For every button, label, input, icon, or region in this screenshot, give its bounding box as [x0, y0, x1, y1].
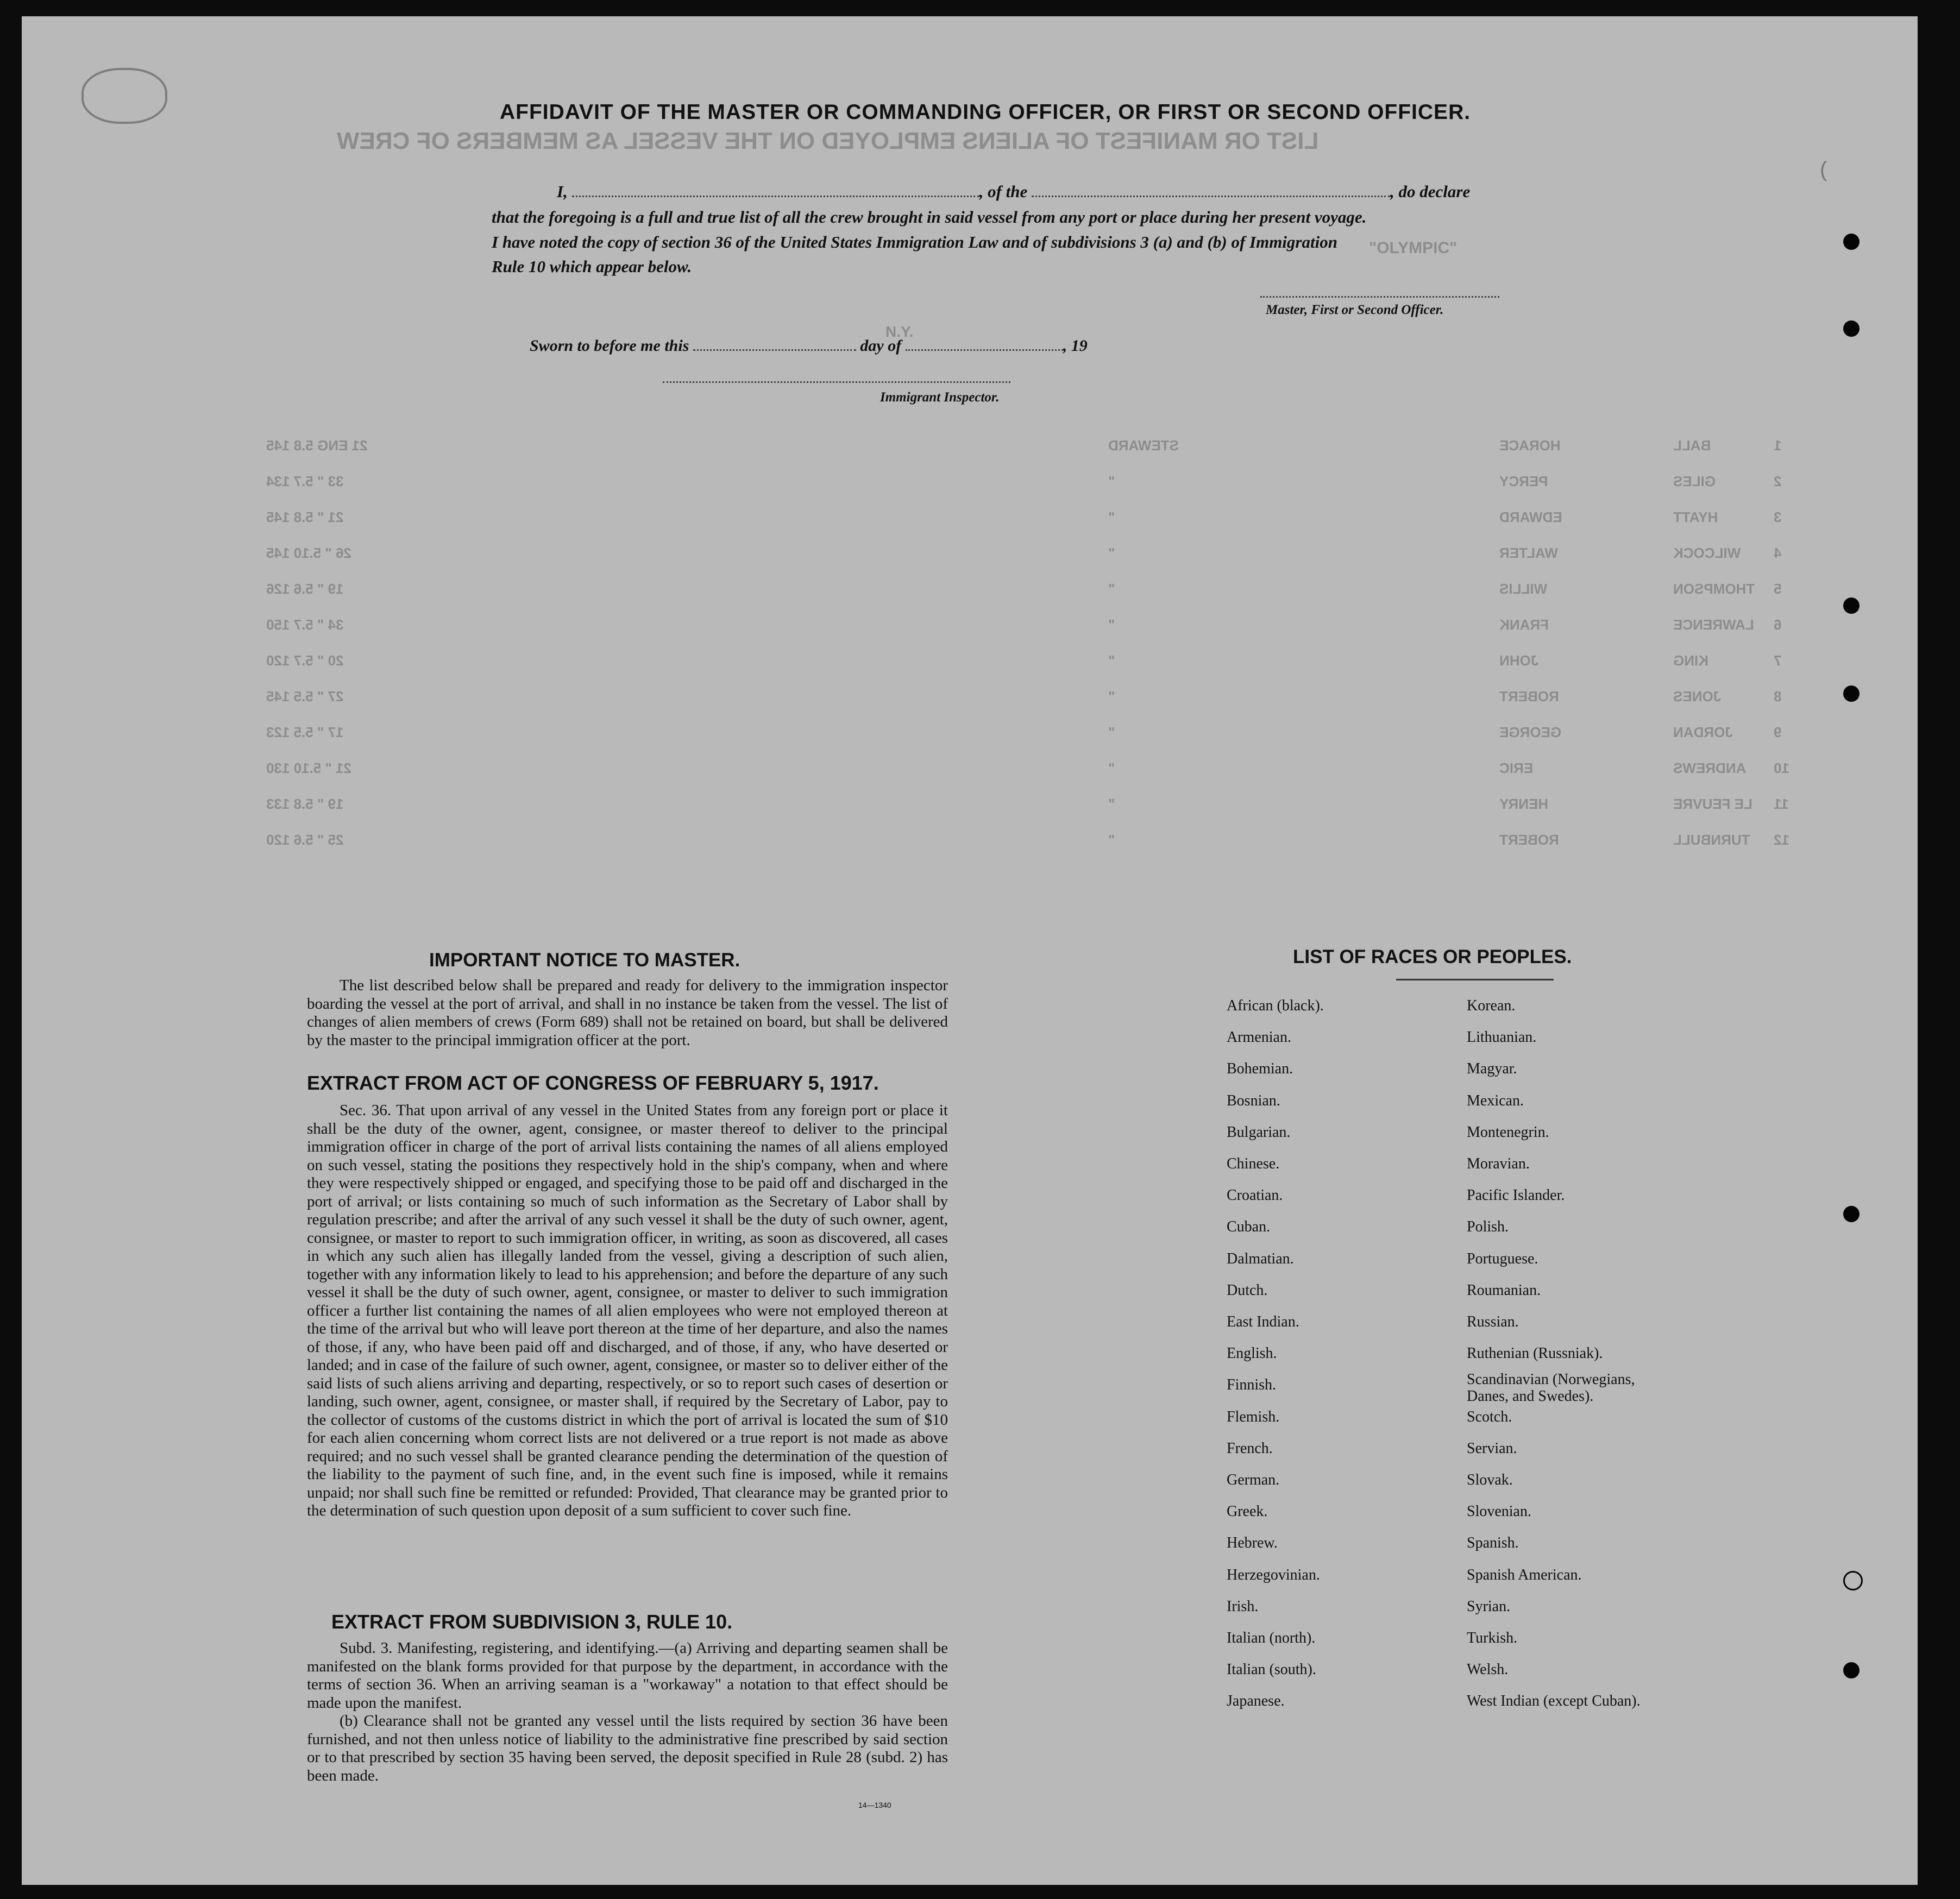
race-item: Spanish.: [1467, 1535, 1519, 1552]
ghost-row-position: ": [1108, 760, 1115, 776]
manifest-page: [22, 16, 1918, 1885]
affidavit-line-3: I have noted the copy of section 36 of the United States Immigration Law and of subdivisions 3 (a) and (b) of Immigration: [492, 232, 1337, 251]
race-item: Finnish.: [1227, 1376, 1277, 1394]
notice-title: IMPORTANT NOTICE TO MASTER.: [429, 949, 740, 971]
race-item: Cuban.: [1227, 1218, 1271, 1236]
rule-title: EXTRACT FROM SUBDIVISION 3, RULE 10.: [331, 1611, 733, 1633]
form-number: 14—1340: [858, 1801, 891, 1809]
race-item: Japanese.: [1227, 1693, 1285, 1710]
name-blank: [572, 196, 979, 197]
race-item: Welsh.: [1467, 1661, 1509, 1678]
ghost-row-data: 34 " 5.7 150: [266, 617, 344, 633]
ghost-row-given: GEORGE: [1499, 724, 1562, 740]
race-item: Hebrew.: [1227, 1535, 1278, 1552]
act-title: EXTRACT FROM ACT OF CONGRESS OF FEBRUARY 5, 1917.: [307, 1072, 879, 1094]
ghost-row-given: HENRY: [1499, 796, 1549, 812]
ghost-manifest-header: LIST OR MANIFEST OF ALIENS EMPLOYED ON THE VESSEL AS MEMBERS OF CREW: [337, 128, 1319, 154]
race-item: West Indian (except Cuban).: [1467, 1693, 1641, 1710]
race-item: Armenian.: [1227, 1029, 1291, 1046]
race-item: Ruthenian (Russniak).: [1467, 1345, 1603, 1362]
affidavit-line-1: [557, 182, 1470, 202]
act-paragraph: Sec. 36. That upon arrival of any vessel in the United States from any foreign port or place it shall be the duty of the owner, agent, consignee, or master thereof to deliver to the principal immigration officer in charge of the port of arrival lists containing the names of all aliens employed on such vessel, stating the positions they respectively hold in the ship's company, when and where they were respectively shipped or engaged, and specifying those to be paid off and discharged in the port of arrival; or lists containing so much of such information as the Secretary of Labor shall by regulation prescribe; and after the arrival of any such vessel it shall be the duty of such owner, agent, consignee, or master to report to such immigration officer, in writing, as soon as discovered, all cases in which any such alien has illegally landed from the vessel, giving a description of such alien, together with any information likely to lead to his apprehension; and before the departure of any such vessel it shall be the duty of such owner, agent, consignee, or master to deliver to such immigration officer a further list containing the names of all alien employees who were not employed thereon at the time of the arrival but who will leave port thereon at the time of her departure, and also the names of those, if any, who have been paid off and discharged, and of those, if any, who have deserted or landed; and in case of the failure of such owner, agent, consignee, or master so to deliver either of the said lists of such aliens arriving and departing, respectively, or so to report such cases of desertion or landing, such owner, agent, consignee, or master shall, if required by the Secretary of Labor, pay to the collector of customs of the customs district in which the port of arrival is located the sum of $10 for each alien concerning whom correct lists are not delivered or a true report is not made as above required; and no such vessel shall be granted clearance pending the determination of the question of the liability to the payment of such fine, and, in the event such fine is imposed, while it remains unpaid; nor shall such fine be remitted or refunded: Provided, That clearance may be granted prior to the determination of such question upon deposit of a sum sufficient to cover such fine.: [307, 1102, 948, 1519]
ghost-row-given: JOHN: [1499, 652, 1539, 669]
race-item: Croatian.: [1227, 1187, 1283, 1204]
race-item: Moravian.: [1467, 1155, 1530, 1172]
race-item: Russian.: [1467, 1313, 1519, 1330]
ghost-row-given: WILLIS: [1499, 581, 1548, 597]
ghost-row-surname: LAWRENCE: [1673, 617, 1754, 633]
affidavit-of-the: , of the: [979, 182, 1028, 201]
race-item: Lithuanian.: [1467, 1029, 1537, 1046]
ghost-row-number: 2: [1774, 473, 1782, 489]
sworn-label: Sworn to before me this: [530, 337, 689, 355]
ghost-row-position: ": [1108, 796, 1115, 812]
ghost-row-surname: JONES: [1673, 688, 1722, 705]
race-item: Chinese.: [1227, 1155, 1280, 1172]
ghost-row-data: 25 " 5.6 120: [266, 832, 344, 848]
races-title: LIST OF RACES OR PEOPLES.: [1293, 946, 1572, 967]
sworn-day-blank: [693, 349, 856, 351]
race-item: Roumanian.: [1467, 1281, 1541, 1299]
rule-text: [307, 1639, 948, 1785]
race-item: Magyar.: [1467, 1060, 1517, 1078]
race-item: Polish.: [1467, 1218, 1509, 1236]
race-item: Irish.: [1227, 1598, 1259, 1615]
ghost-row-surname: THOMPSON: [1673, 581, 1755, 597]
sworn-line: [530, 337, 1088, 355]
punch-hole: [1843, 686, 1860, 702]
affidavit-line-2: that the foregoing is a full and true list of all the crew brought in said vessel from any port or place during her present voyage.: [492, 207, 1367, 227]
ghost-row-surname: TURNBULL: [1673, 832, 1750, 848]
ghost-row-number: 6: [1774, 617, 1782, 633]
ghost-row-position: ": [1108, 724, 1115, 740]
race-item: German.: [1227, 1472, 1280, 1488]
ghost-row-position: ": [1108, 473, 1115, 489]
race-item: Portuguese.: [1467, 1250, 1538, 1267]
ghost-row-surname: LE FEUVRE: [1673, 796, 1752, 812]
sworn-year: , 19: [1063, 337, 1088, 355]
ghost-row-number: 9: [1774, 724, 1782, 740]
race-item: Scotch.: [1467, 1408, 1512, 1425]
ghost-row-surname: WILCOCK: [1673, 545, 1741, 561]
race-item: Bosnian.: [1227, 1092, 1280, 1109]
race-item: Turkish.: [1467, 1630, 1518, 1646]
ghost-row-number: 4: [1774, 545, 1782, 561]
race-item: Bohemian.: [1227, 1060, 1293, 1078]
master-signature-label: Master, First or Second Officer.: [1266, 303, 1444, 317]
ghost-row-data: 27 " 5.5 145: [266, 688, 344, 705]
ghost-row-position: ": [1108, 545, 1115, 561]
race-item: Slovenian.: [1467, 1503, 1531, 1520]
race-item: English.: [1227, 1345, 1277, 1362]
ghost-row-surname: GILES: [1673, 473, 1716, 489]
ghost-row-data: 21 " 5.8 145: [266, 509, 344, 525]
race-item: Scandinavian (Norwegians, Danes, and Swedes).: [1467, 1371, 1635, 1405]
ghost-row-surname: JORDAN: [1673, 724, 1733, 740]
race-item: East Indian.: [1227, 1313, 1299, 1330]
punch-hole: [1843, 1662, 1860, 1678]
ghost-row-position: ": [1108, 617, 1115, 633]
rule-paragraph-b: (b) Clearance shall not be granted any vessel until the lists required by section 36 have been furnished, and not then unless notice of liability to the administrative fine prescribed by said section or to that prescribed by section 35 having been served, the deposit specified in Rule 28 (subd. 2) has been made.: [307, 1712, 948, 1784]
race-item: Bulgarian.: [1227, 1123, 1291, 1141]
ghost-row-position: ": [1108, 509, 1115, 525]
ghost-row-number: 5: [1774, 581, 1782, 597]
ghost-row-number: 11: [1774, 796, 1789, 812]
ghost-vessel-name: "OLYMPIC": [1369, 239, 1458, 257]
race-item: Montenegrin.: [1467, 1123, 1549, 1141]
ghost-row-data: 17 " 5.5 123: [266, 724, 344, 740]
ghost-row-surname: HYATT: [1673, 509, 1718, 525]
race-item: Mexican.: [1467, 1092, 1524, 1109]
race-item: Pacific Islander.: [1467, 1187, 1565, 1204]
punch-hole: [1843, 1206, 1860, 1222]
ghost-row-surname: BALL: [1673, 437, 1711, 454]
ghost-row-given: HORACE: [1499, 437, 1561, 454]
ghost-row-data: 21 ENG 5.8 145: [266, 437, 368, 454]
race-item: Korean.: [1467, 997, 1516, 1014]
ghost-row-number: 3: [1774, 509, 1782, 525]
ghost-row-number: 8: [1774, 688, 1782, 705]
ghost-row-given: ERIC: [1499, 760, 1534, 776]
inspector-signature-label: Immigrant Inspector.: [880, 390, 1000, 405]
ghost-row-position: STEWARD: [1108, 437, 1179, 454]
notice-text: [307, 977, 948, 1049]
margin-tick: (: [1820, 158, 1827, 181]
race-item: Dalmatian.: [1227, 1250, 1294, 1267]
race-item: Herzegovinian.: [1227, 1566, 1320, 1583]
ghost-row-given: WALTER: [1499, 545, 1558, 561]
affidavit-i: I,: [557, 182, 568, 201]
race-item: Italian (south).: [1227, 1661, 1316, 1678]
ghost-port: N.Y.: [885, 323, 914, 340]
race-item: African (black).: [1227, 997, 1324, 1014]
race-item: Spanish American.: [1467, 1566, 1582, 1583]
ghost-row-data: 33 " 5.7 134: [266, 473, 344, 489]
master-signature-line: [1260, 296, 1499, 298]
punch-hole: [1843, 598, 1860, 614]
notice-paragraph: The list described below shall be prepared and ready for delivery to the immigration inspector boarding the vessel at the port of arrival, and shall in no instance be taken from the vessel. The list of changes of alien members of crews (Form 689) shall not be retained on board, but shall be delivered by the master to the principal immigration officer at the port.: [307, 977, 948, 1049]
ghost-row-number: 7: [1774, 652, 1782, 669]
ghost-row-data: 19 " 5.6 126: [266, 581, 344, 597]
ghost-row-position: ": [1108, 832, 1115, 848]
race-item: French.: [1227, 1439, 1273, 1457]
ghost-row-data: 19 " 5.8 133: [266, 796, 344, 812]
ghost-row-position: ": [1108, 581, 1115, 597]
ghost-row-data: 21 " 5.10 130: [266, 760, 351, 776]
race-item: Greek.: [1227, 1503, 1268, 1520]
sworn-month-blank: [906, 349, 1063, 351]
affidavit-line-4: Rule 10 which appear below.: [492, 257, 692, 276]
ghost-row-position: ": [1108, 688, 1115, 705]
ghost-row-given: ROBERT: [1499, 688, 1559, 705]
ghost-row-position: ": [1108, 652, 1115, 669]
race-item: Slovak.: [1467, 1472, 1513, 1488]
ghost-row-surname: KING: [1673, 652, 1708, 669]
affidavit-title: AFFIDAVIT OF THE MASTER OR COMMANDING OFFICER, OR FIRST OR SECOND OFFICER.: [500, 100, 1471, 124]
ghost-row-given: EDWARD: [1499, 509, 1562, 525]
race-item: Flemish.: [1227, 1408, 1280, 1425]
sworn-day-of: day of: [860, 337, 902, 355]
ghost-row-data: 26 " 5.10 145: [266, 545, 351, 561]
ghost-row-data: 20 " 5.7 120: [266, 652, 344, 669]
ghost-row-number: 12: [1774, 832, 1789, 848]
ghost-row-number: 1: [1774, 437, 1782, 454]
act-text: [307, 1102, 948, 1520]
race-item: Dutch.: [1227, 1281, 1268, 1299]
vessel-blank: [1032, 196, 1390, 197]
ghost-row-surname: ANDREWS: [1673, 760, 1747, 776]
rule-paragraph-a: Subd. 3. Manifesting, registering, and identifying.—(a) Arriving and departing seamen shall be manifested on the blank forms provided for that purpose by the department, in accordance with the terms of section 36. When an arriving seaman is a "workaway" a notation to that effect should be made upon the manifest.: [307, 1639, 948, 1712]
race-item: Servian.: [1467, 1439, 1517, 1457]
ghost-row-number: 10: [1774, 760, 1789, 776]
affidavit-declare: , do declare: [1390, 182, 1471, 201]
punch-hole: [1843, 320, 1860, 337]
race-item: Syrian.: [1467, 1598, 1511, 1615]
punch-hole: [1843, 1571, 1863, 1590]
ghost-row-given: FRANK: [1499, 617, 1549, 633]
punch-hole: [1843, 234, 1860, 250]
inspector-signature-line: [663, 381, 1010, 383]
race-item: Italian (north).: [1227, 1630, 1316, 1646]
stamp-mark: [81, 68, 167, 124]
ghost-row-given: ROBERT: [1499, 832, 1559, 848]
races-title-rule: [1396, 979, 1554, 980]
ghost-row-given: PERCY: [1499, 473, 1548, 489]
